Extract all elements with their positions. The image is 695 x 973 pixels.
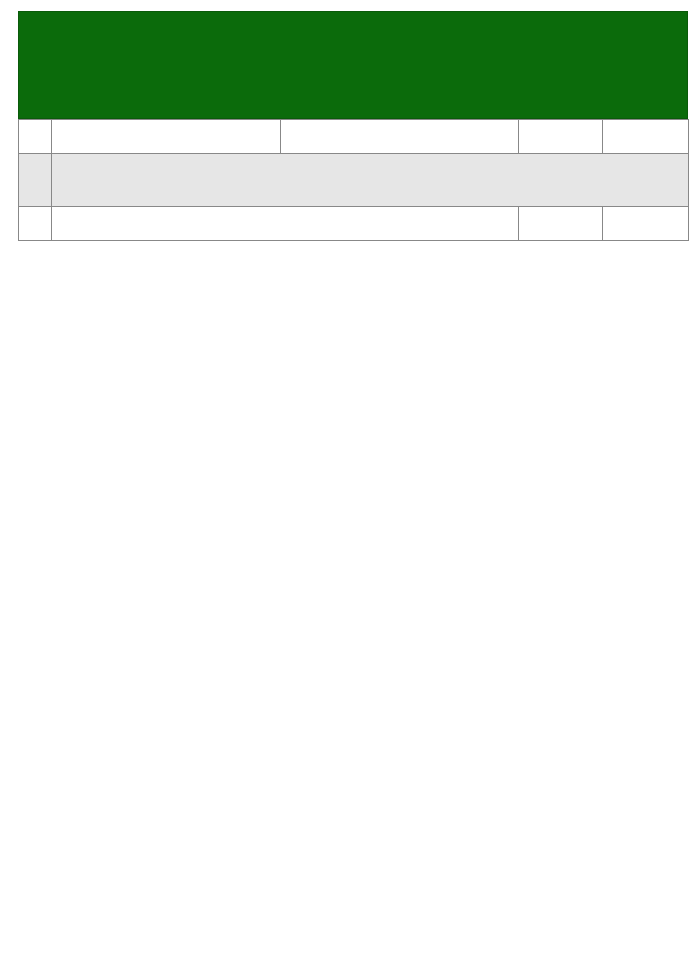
- table-header-row: [19, 120, 689, 154]
- col-header-date: [603, 120, 689, 154]
- note-spacer: [19, 154, 52, 207]
- col-header-amount: [519, 120, 603, 154]
- total-row: [19, 207, 689, 241]
- col-header-name: [52, 120, 281, 154]
- staunton-note: [52, 154, 689, 207]
- total-amount: [519, 207, 603, 241]
- total-spacer: [19, 207, 52, 241]
- header-banner: [18, 11, 688, 119]
- annex-document: [18, 11, 688, 241]
- col-header-project: [281, 120, 519, 154]
- col-header-num: [19, 120, 52, 154]
- total-label: [52, 207, 519, 241]
- note-row: [19, 154, 689, 207]
- donor-table: [18, 119, 689, 241]
- total-date-spacer: [603, 207, 689, 241]
